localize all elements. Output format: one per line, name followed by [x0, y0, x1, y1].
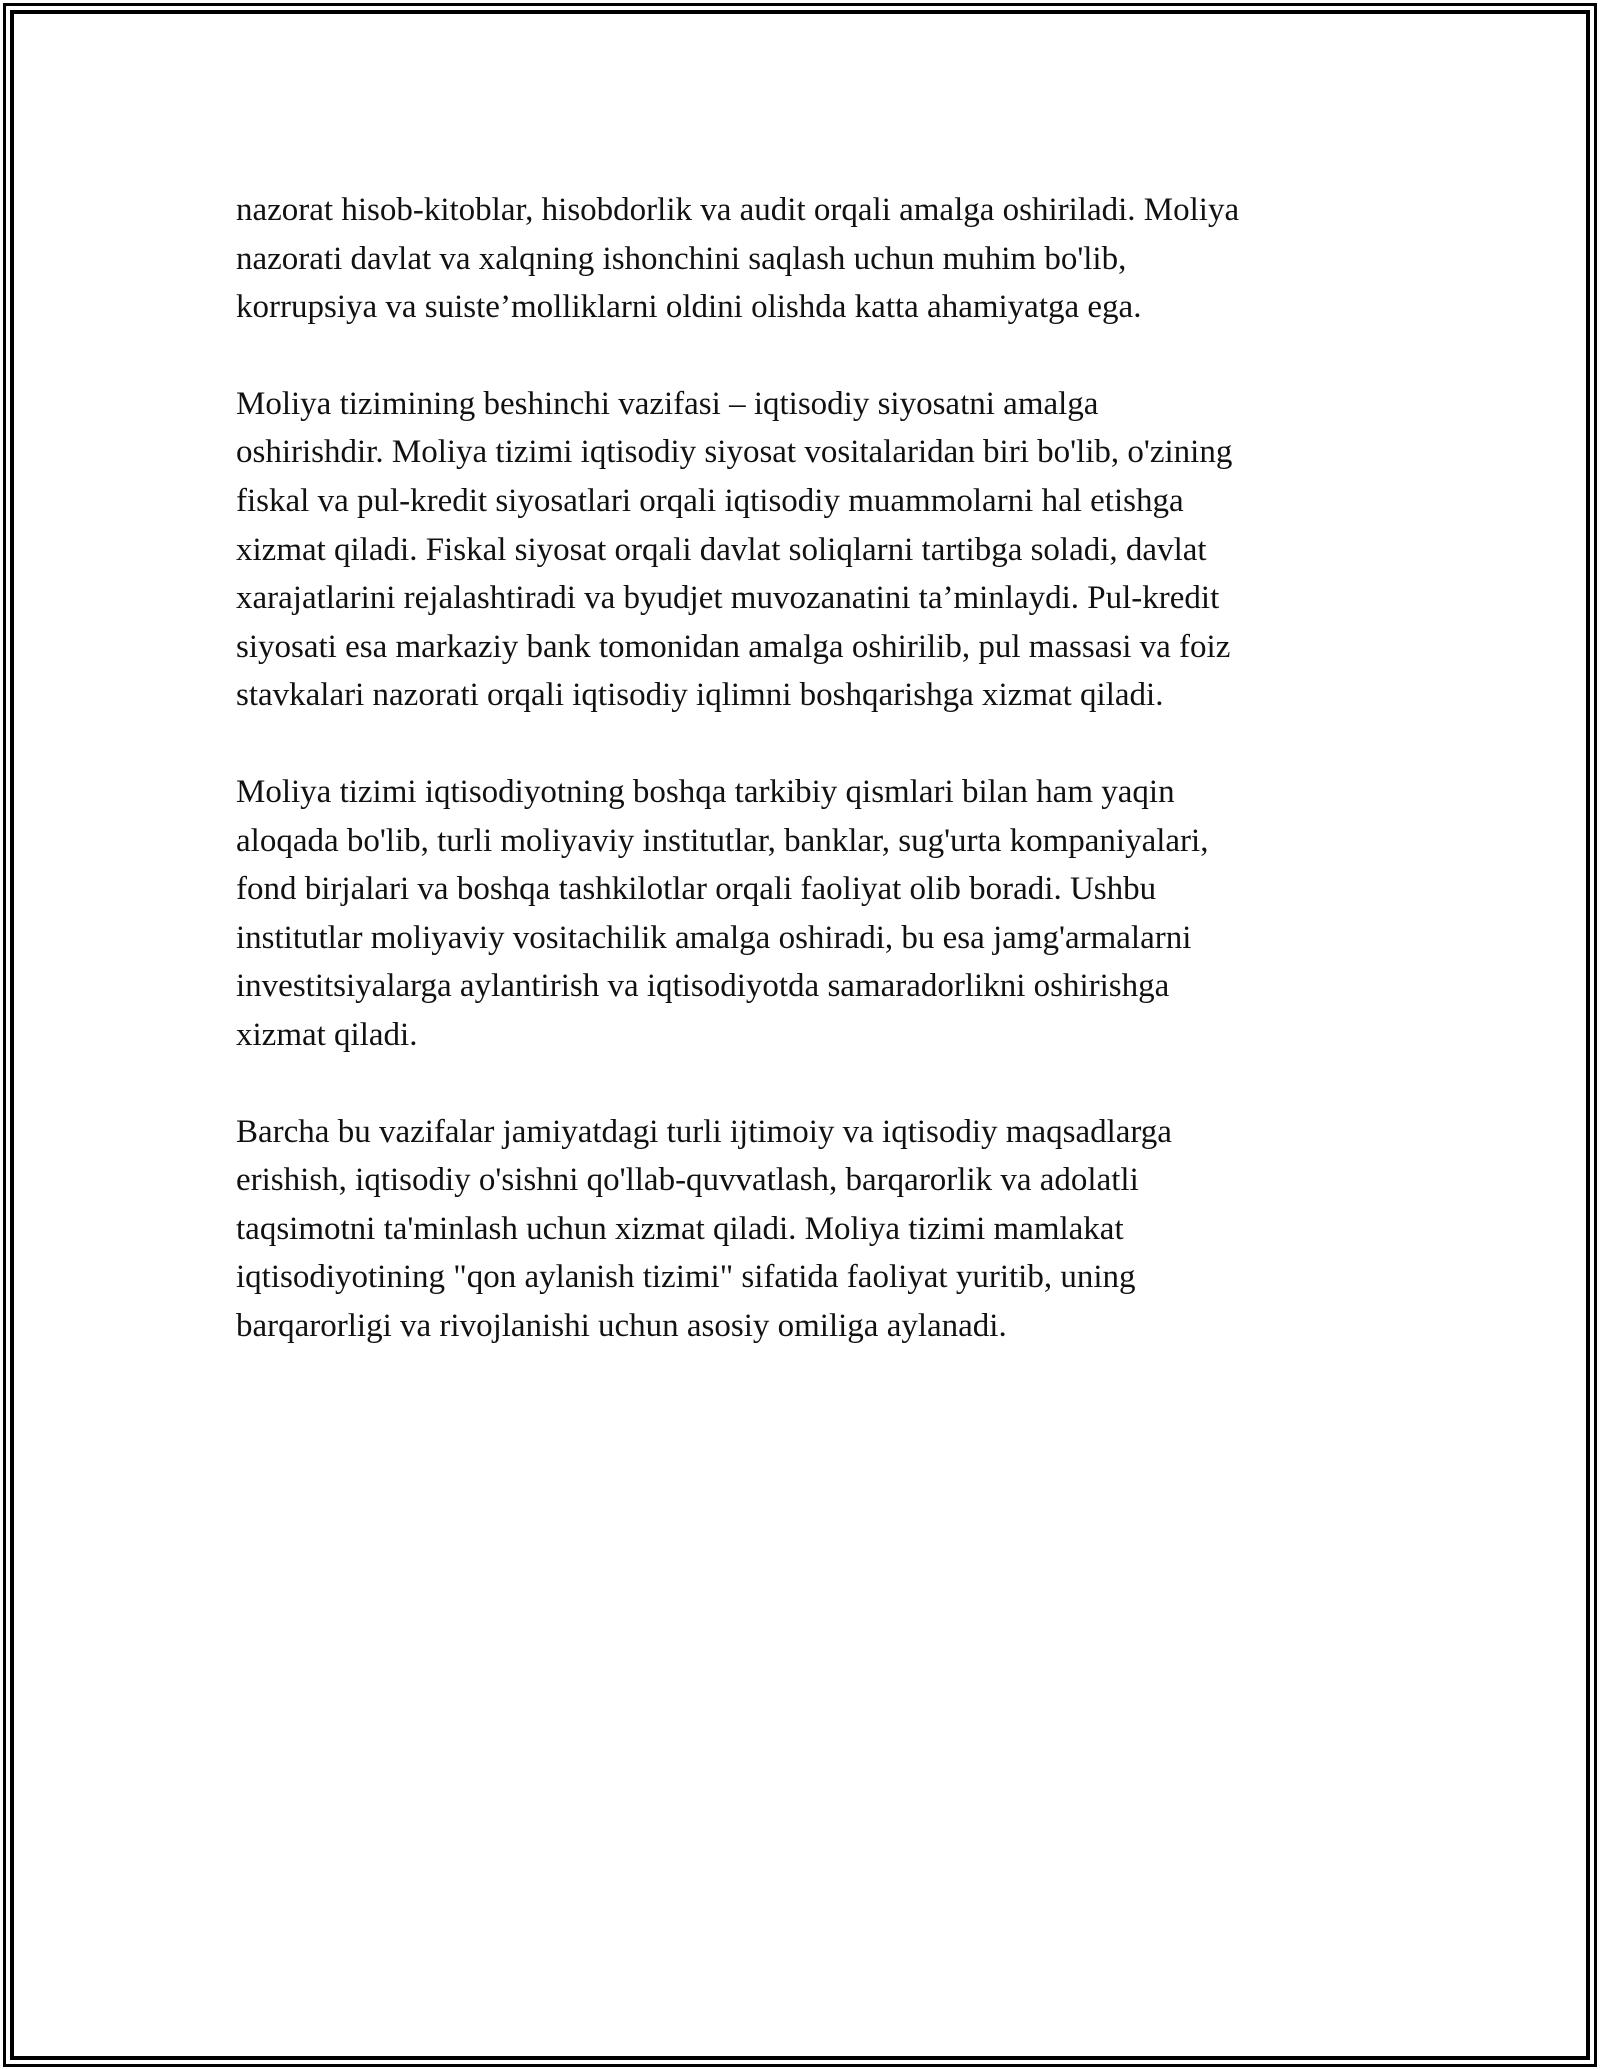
text-line: stavkalari nazorati orqali iqtisodiy iqlimni boshqarishga xizmat qiladi.: [236, 677, 1164, 714]
paragraph-conclusion: [236, 1108, 1366, 1351]
text-line: fiskal va pul-kredit siyosatlari orqali iqtisodiy muammolarni hal etishga: [236, 482, 1184, 519]
paragraph-fifth-function: [236, 380, 1366, 720]
paragraph-financial-institutions: [236, 768, 1366, 1060]
text-line: xarajatlarini rejalashtiradi va byudjet muvozanatini ta’minlaydi. Pul-kredit: [236, 580, 1220, 617]
text-line: institutlar moliyaviy vositachilik amalga oshiradi, bu esa jamg'armalarni: [236, 919, 1192, 956]
paragraph-financial-control: [236, 186, 1366, 332]
text-line: oshirishdir. Moliya tizimi iqtisodiy siyosat vositalaridan biri bo'lib, o'zining: [236, 434, 1233, 471]
text-line: siyosati esa markaziy bank tomonidan amalga oshirilib, pul massasi va foiz: [236, 628, 1231, 665]
text-line: aloqada bo'lib, turli moliyaviy institutlar, banklar, sug'urta kompaniyalari,: [236, 822, 1209, 859]
text-line: korrupsiya va suiste’molliklarni oldini olishda katta ahamiyatga ega.: [236, 289, 1142, 326]
text-line: barqarorligi va rivojlanishi uchun asosiy omiliga aylanadi.: [236, 1307, 1007, 1344]
text-line: Barcha bu vazifalar jamiyatdagi turli ijtimoiy va iqtisodiy maqsadlarga: [236, 1113, 1172, 1150]
text-line: xizmat qiladi. Fiskal siyosat orqali davlat soliqlarni tartibga soladi, davlat: [236, 531, 1207, 568]
text-line: fond birjalari va boshqa tashkilotlar orqali faoliyat olib boradi. Ushbu: [236, 871, 1157, 908]
text-line: investitsiyalarga aylantirish va iqtisodiyotda samaradorlikni oshirishga: [236, 968, 1170, 1005]
text-line: erishish, iqtisodiy o'sishni qo'llab-quvvatlash, barqarorlik va adolatli: [236, 1162, 1139, 1199]
document-body: [236, 186, 1366, 1398]
text-line: Moliya tizimining beshinchi vazifasi – iqtisodiy siyosatni amalga: [236, 385, 1099, 422]
text-line: iqtisodiyotining "qon aylanish tizimi" sifatida faoliyat yuritib, uning: [236, 1259, 1136, 1296]
text-line: nazorati davlat va xalqning ishonchini saqlash uchun muhim bo'lib,: [236, 240, 1127, 277]
text-line: nazorat hisob-kitoblar, hisobdorlik va audit orqali amalga oshiriladi. Moliya: [236, 192, 1240, 228]
text-line: taqsimotni ta'minlash uchun xizmat qiladi. Moliya tizimi mamlakat: [236, 1210, 1124, 1247]
text-line: Moliya tizimi iqtisodiyotning boshqa tarkibiy qismlari bilan ham yaqin: [236, 773, 1175, 810]
text-line: xizmat qiladi.: [236, 1016, 418, 1053]
